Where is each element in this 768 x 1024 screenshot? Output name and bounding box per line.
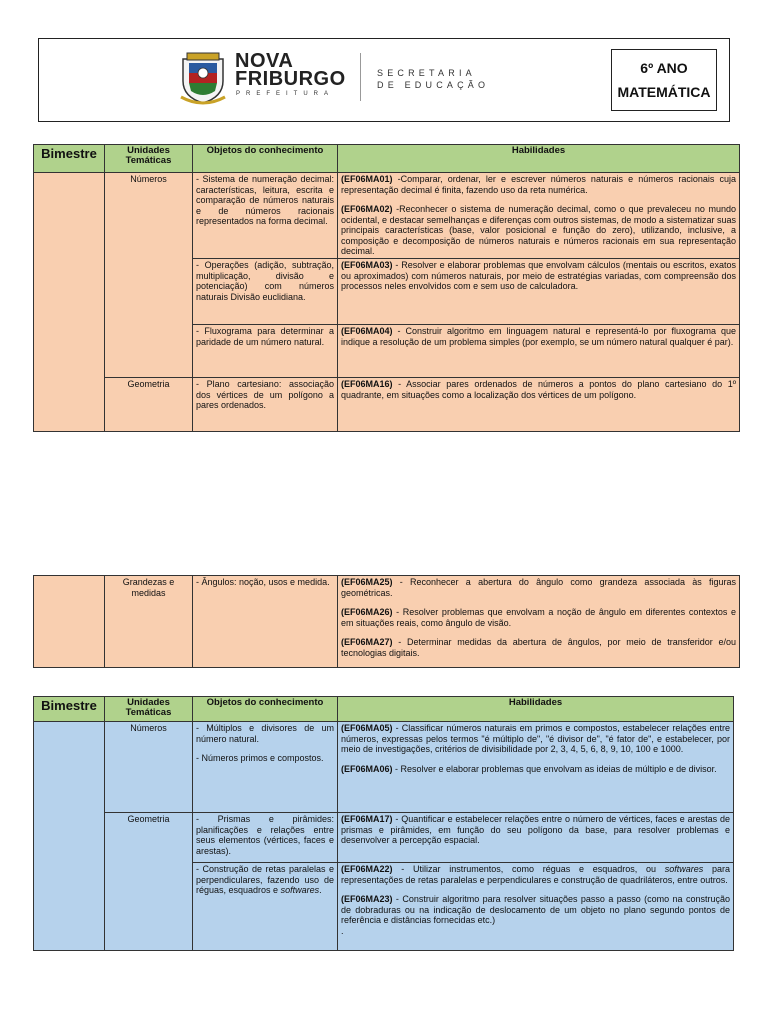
col-header-bimestre: Bimestre: [34, 145, 105, 173]
objeto-cell: - Operações (adição, subtração, multiplicação, divisão e potenciação) com números naturais Divisão euclidiana.: [193, 259, 338, 325]
table-row: [34, 173, 740, 259]
objeto-cell: - Sistema de numeração decimal: características, leitura, escrita e comparação de números naturais e de números racionais representados na forma decimal.: [193, 173, 338, 259]
unit-cell: Números: [105, 722, 193, 813]
document-header: [38, 38, 730, 122]
bimestre-cell: [34, 576, 105, 668]
subject-label: MATEMÁTICA: [617, 84, 711, 100]
curriculum-table-1: [33, 144, 740, 432]
col-header-habilidades: Habilidades: [338, 145, 740, 173]
table-row: [34, 722, 734, 813]
col-header-unidades: Unidades Temáticas: [105, 697, 193, 722]
unit-cell: Geometria: [105, 813, 193, 951]
municipal-crest-icon: [179, 51, 227, 107]
objeto-cell: - Múltiplos e divisores de um número natural. - Números primos e compostos.: [193, 722, 338, 813]
habilidade-cell: (EF06MA16) - Associar pares ordenados de números a pontos do plano cartesiano do 1º quadrante, em situações como a localização dos vértices de um polígono.: [338, 378, 740, 432]
habilidade-cell: (EF06MA17) - Quantificar e estabelecer relações entre o número de vértices, faces e arestas de prismas e pirâmides, em função do seu polígono da base, para resolver problemas e desenvolver a percepção espacial.: [338, 813, 734, 863]
table-row: [34, 378, 740, 432]
col-header-unidades: Unidades Temáticas: [105, 145, 193, 173]
logo-divider: [360, 53, 361, 101]
objeto-cell: - Construção de retas paralelas e perpendiculares, fazendo uso de réguas, esquadros e softwares.: [193, 863, 338, 951]
grade-label: 6º ANO: [640, 60, 688, 76]
col-header-bimestre: Bimestre: [34, 697, 105, 722]
curriculum-table-2: [33, 575, 740, 668]
grade-subject-box: [611, 49, 717, 111]
col-header-objetos: Objetos do conhecimento: [193, 145, 338, 173]
habilidade-cell: (EF06MA25) - Reconhecer a abertura do ângulo como grandeza associada às figuras geométricas. (EF06MA26) - Resolver problemas que envolvam a noção de ângulo em diferentes contextos e em situações reais, como ângulo de visão. (EF06MA27) - Determinar medidas da abertura de ângulos, por meio de transferidor e/ou tecnologias digitais.: [338, 576, 740, 668]
table-row: [34, 576, 740, 668]
unit-cell: Números: [105, 173, 193, 378]
logo-subtitle: PREFEITURA: [236, 91, 335, 97]
habilidade-cell: (EF06MA05) - Classificar números naturais em primos e compostos, estabelecer relações entre números, expressas pelos termos "é múltiplo de", "é divisor de", "é fator de", e estabelecer, por meio de investigações, critérios de divisibilidade por 2, 3, 4, 5, 6, 8, 9, 10, 100 e 1000. (EF06MA06) - Resolver e elaborar problemas que envolvam as ideias de múltiplo e de divisor.: [338, 722, 734, 813]
habilidade-cell: (EF06MA01) -Comparar, ordenar, ler e escrever números naturais e números racionais cuja representação decimal é finita, fazendo uso da reta numérica. (EF06MA02) -Reconhecer o sistema de numeração decimal, como o que prevaleceu no mundo ocidental, e destacar semelhanças e diferenças com outros sistemas, de modo a sistematizar suas principais características (base, valor posicional e função do zero), utilizando, inclusive, a composição e decomposição de números naturais e números racionais em sua representação decimal.: [338, 173, 740, 259]
habilidade-cell: (EF06MA22) - Utilizar instrumentos, como réguas e esquadros, ou softwares para representações de retas paralelas e perpendiculares e construção de quadriláteros, entre outros. (EF06MA23) - Construir algoritmo para resolver situações passo a passo (como na construção de dobraduras ou na indicação de deslocamento de um objeto no plano segundo pontos de referência e distâncias fornecidas etc.) .: [338, 863, 734, 951]
objeto-cell: - Fluxograma para determinar a paridade de um número natural.: [193, 325, 338, 378]
habilidade-cell: (EF06MA03) - Resolver e elaborar problemas que envolvam cálculos (mentais ou escritos, exatos ou aproximados) com números naturais, por meio de estratégias variadas, com compreensão dos processos neles envolvidos com e sem uso de calculadora.: [338, 259, 740, 325]
col-header-objetos: Objetos do conhecimento: [193, 697, 338, 722]
bimestre-cell: [34, 173, 105, 432]
unit-cell: Geometria: [105, 378, 193, 432]
secretaria-text: SECRETARIA DE EDUCAÇÃO: [377, 68, 490, 90]
logo-text: NOVA FRIBURGO: [235, 50, 346, 90]
unit-cell: Grandezas e medidas: [105, 576, 193, 668]
objeto-cell: - Prismas e pirâmides: planificações e relações entre seus elementos (vértices, faces e arestas).: [193, 813, 338, 863]
curriculum-table-3: [33, 696, 734, 951]
bimestre-cell: [34, 722, 105, 951]
table-row: [34, 813, 734, 863]
habilidade-cell: (EF06MA04) - Construir algoritmo em linguagem natural e representá-lo por fluxograma que indique a resolução de um problema simples (por exemplo, se um número natural qualquer é par).: [338, 325, 740, 378]
col-header-habilidades: Habilidades: [338, 697, 734, 722]
objeto-cell: - Ângulos: noção, usos e medida.: [193, 576, 338, 668]
objeto-cell: - Plano cartesiano: associação dos vértices de um polígono a pares ordenados.: [193, 378, 338, 432]
